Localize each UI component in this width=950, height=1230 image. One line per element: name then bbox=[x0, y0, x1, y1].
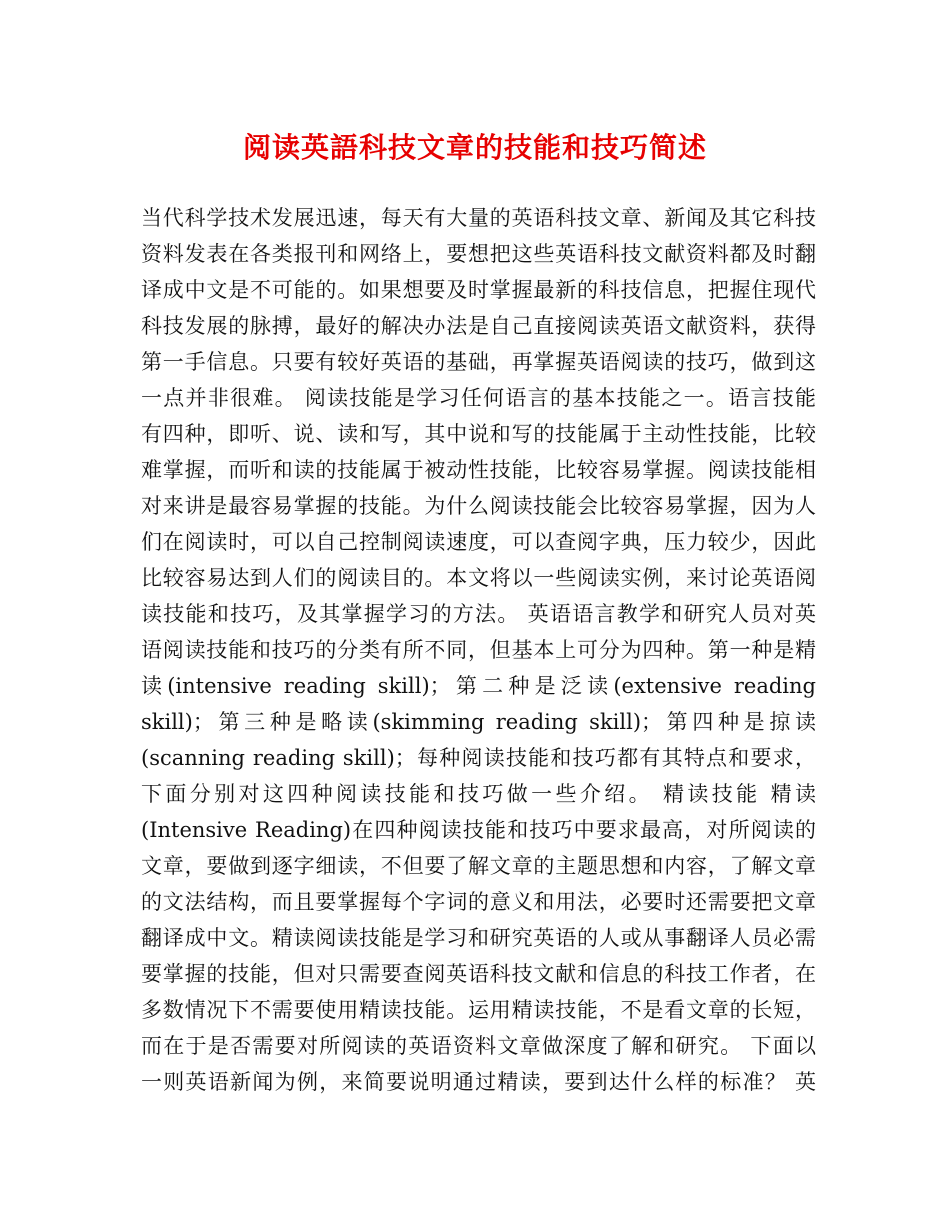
text-line: 科技发展的脉搏，最好的解决办法是自己直接阅读英语文献资料，获得 bbox=[141, 314, 816, 338]
text-line: skill)；第三种是略读(skimming reading skill)；第四种是掠读 bbox=[141, 710, 816, 734]
text-line: 们在阅读时，可以自己控制阅读速度，可以查阅字典，压力较少，因此 bbox=[141, 530, 816, 554]
text-line: 翻译成中文。精读阅读技能是学习和研究英语的人或从事翻译人员必需 bbox=[141, 926, 816, 950]
document-body bbox=[141, 200, 816, 1100]
text-line: 下面分别对这四种阅读技能和技巧做一些介绍。 精读技能 精读 bbox=[141, 782, 816, 806]
text-line: (scanning reading skill)；每种阅读技能和技巧都有其特点和要求， bbox=[141, 746, 816, 770]
document-title: 阅读英語科技文章的技能和技巧简述 bbox=[242, 131, 707, 164]
text-line: 比较容易达到人们的阅读目的。本文将以一些阅读实例，来讨论英语阅 bbox=[141, 566, 816, 590]
text-line: (Intensive Reading)在四种阅读技能和技巧中要求最高，对所阅读的 bbox=[141, 818, 816, 842]
text-line: 而在于是否需要对所阅读的英语资料文章做深度了解和研究。 下面以 bbox=[141, 1034, 816, 1058]
text-line: 一则英语新闻为例，来简要说明通过精读，要到达什么样的标准？ 英 bbox=[141, 1070, 816, 1094]
text-line: 第一手信息。只要有较好英语的基础，再掌握英语阅读的技巧，做到这 bbox=[141, 350, 816, 374]
text-line: 读技能和技巧，及其掌握学习的方法。 英语语言教学和研究人员对英 bbox=[141, 602, 816, 626]
text-line: 一点并非很难。 阅读技能是学习任何语言的基本技能之一。语言技能 bbox=[141, 386, 816, 410]
text-line: 当代科学技术发展迅速，每天有大量的英语科技文章、新闻及其它科技 bbox=[141, 206, 816, 230]
text-line: 文章，要做到逐字细读，不但要了解文章的主题思想和内容，了解文章 bbox=[141, 854, 816, 878]
text-line: 语阅读技能和技巧的分类有所不同，但基本上可分为四种。第一种是精 bbox=[141, 638, 816, 662]
text-line: 的文法结构，而且要掌握每个字词的意义和用法，必要时还需要把文章 bbox=[141, 890, 816, 914]
text-line: 要掌握的技能，但对只需要查阅英语科技文献和信息的科技工作者，在 bbox=[141, 962, 816, 986]
text-line: 多数情况下不需要使用精读技能。运用精读技能，不是看文章的长短， bbox=[141, 998, 816, 1022]
text-line: 有四种，即听、说、读和写，其中说和写的技能属于主动性技能，比较 bbox=[141, 422, 816, 446]
text-line: 资料发表在各类报刊和网络上，要想把这些英语科技文献资料都及时翻 bbox=[141, 242, 816, 266]
text-line: 难掌握，而听和读的技能属于被动性技能，比较容易掌握。阅读技能相 bbox=[141, 458, 816, 482]
text-line: 读(intensive reading skill)；第二种是泛读(extensive reading bbox=[141, 674, 816, 698]
text-line: 对来讲是最容易掌握的技能。为什么阅读技能会比较容易掌握，因为人 bbox=[141, 494, 816, 518]
text-line: 译成中文是不可能的。如果想要及时掌握最新的科技信息，把握住现代 bbox=[141, 278, 816, 302]
